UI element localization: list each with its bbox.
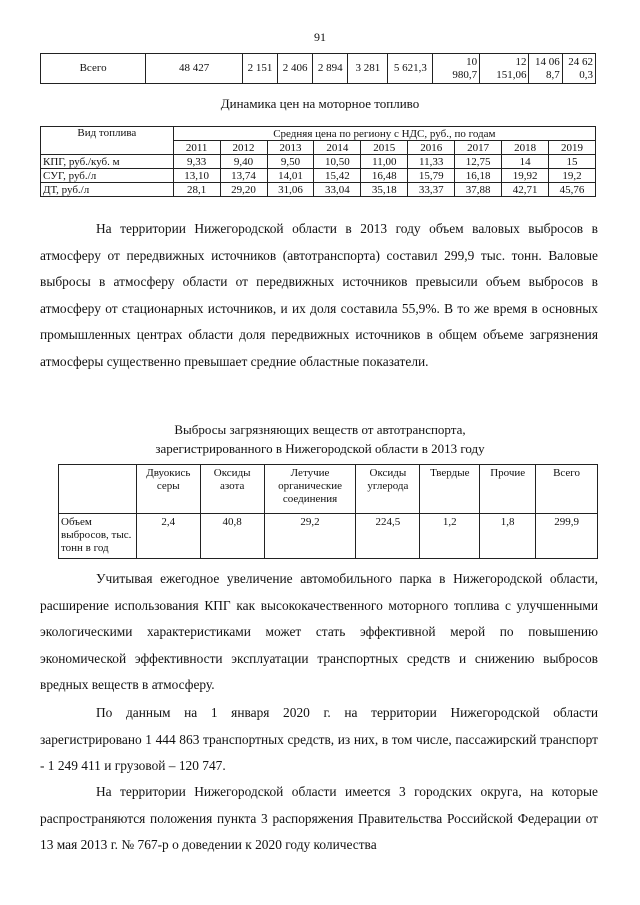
emission-cell: 1,2 [420,514,480,559]
fuel-row-label: КПГ, руб./куб. м [41,155,174,169]
emission-header: Летучие органические соединения [264,465,356,514]
total-table [40,53,596,84]
fuel-group-header: Средняя цена по региону с НДС, руб., по годам [173,127,595,141]
price-cell: 37,88 [455,183,502,197]
year-header: 2014 [314,141,361,155]
emission-table [58,464,598,559]
table-row [59,465,598,514]
emission-header: Твердые [420,465,480,514]
emission-header: Оксиды азота [200,465,264,514]
emission-row-label: Объем выбросов, тыс. тонн в год [59,514,137,559]
fuel-row-label: ДТ, руб./л [41,183,174,197]
fuel-price-table [40,126,596,197]
total-cell: 2 406 [278,54,313,84]
year-header: 2017 [455,141,502,155]
price-cell: 15 [549,155,596,169]
total-cell: 3 281 [348,54,388,84]
price-cell: 19,92 [502,169,549,183]
price-cell: 11,33 [408,155,455,169]
body-paragraph: Учитывая ежегодное увеличение автомобильного парка в Нижегородской области, расширение использования КПГ как высококачественного моторного топлива с улучшенными экологическими характеристиками может стать эффективной мерой по повышению экономической эффективности эксплуатации транспортных средств и снижению выбросов вредных веществ в атмосферу. [40,571,598,692]
body-paragraph: На территории Нижегородской области имеется 3 городских округа, на которые распространяются положения пункта 3 распоряжения Правительства Российской Федерации от 13 мая 2013 г. № 767-р о доведении к 2020 году количества [40,784,598,852]
price-cell: 16,18 [455,169,502,183]
price-cell: 11,00 [361,155,408,169]
price-cell: 9,33 [173,155,220,169]
page-number: 91 [314,30,326,44]
total-cell: 10 980,7 [433,54,480,84]
empty-header-cell [59,465,137,514]
caption-line: зарегистрированного в Нижегородской области в 2013 году [155,441,485,456]
total-cell: 48 427 [146,54,243,84]
price-cell: 31,06 [267,183,314,197]
price-cell: 13,10 [173,169,220,183]
table-row [41,155,596,169]
total-cell: 2 151 [243,54,278,84]
year-header: 2015 [361,141,408,155]
table-row [41,127,596,141]
year-header: 2018 [502,141,549,155]
year-header: 2019 [549,141,596,155]
year-header: 2012 [220,141,267,155]
emission-cell: 1,8 [480,514,536,559]
price-cell: 15,79 [408,169,455,183]
price-cell: 14 [502,155,549,169]
year-header: 2011 [173,141,220,155]
price-cell: 35,18 [361,183,408,197]
emission-cell: 29,2 [264,514,356,559]
table-row [41,54,596,84]
price-cell: 10,50 [314,155,361,169]
fuel-col-header: Вид топлива [41,127,174,155]
year-header: 2013 [267,141,314,155]
price-cell: 28,1 [173,183,220,197]
emission-header: Прочие [480,465,536,514]
total-cell: 12 151,06 [480,54,529,84]
price-cell: 15,42 [314,169,361,183]
price-cell: 12,75 [455,155,502,169]
emission-cell: 299,9 [536,514,598,559]
caption-line: Выбросы загрязняющих веществ от автотранспорта, [174,422,466,437]
total-cell: 24 62 0,3 [562,54,595,84]
total-cell: 2 894 [313,54,348,84]
table-row [41,183,596,197]
price-cell: 33,37 [408,183,455,197]
fuel-table-caption: Динамика цен на моторное топливо [220,96,420,111]
fuel-row-label: СУГ, руб./л [41,169,174,183]
price-cell: 13,74 [220,169,267,183]
total-cell: 14 06 8,7 [529,54,562,84]
price-cell: 16,48 [361,169,408,183]
price-cell: 42,71 [502,183,549,197]
table-row [59,514,598,559]
total-cell: 5 621,3 [388,54,433,84]
total-row-label: Всего [41,54,146,84]
price-cell: 9,40 [220,155,267,169]
emission-header: Оксиды углерода [356,465,420,514]
price-cell: 33,04 [314,183,361,197]
body-paragraph: По данным на 1 января 2020 г. на территории Нижегородской области зарегистрировано 1 444 863 транспортных средств, из них, в том числе, пассажирский транспорт - 1 249 411 и грузовой – 120 747. [40,705,598,773]
emission-header: Двуокись серы [136,465,200,514]
price-cell: 45,76 [549,183,596,197]
emission-cell: 224,5 [356,514,420,559]
table-row [41,169,596,183]
emission-cell: 2,4 [136,514,200,559]
price-cell: 29,20 [220,183,267,197]
year-header: 2016 [408,141,455,155]
price-cell: 14,01 [267,169,314,183]
price-cell: 19,2 [549,169,596,183]
emission-table-caption [0,420,640,458]
emission-header: Всего [536,465,598,514]
emission-cell: 40,8 [200,514,264,559]
body-paragraph: На территории Нижегородской области в 2013 году объем валовых выбросов в атмосферу от передвижных источников (автотранспорта) составил 299,9 тыс. тонн. Валовые выбросы в атмосферу области от передвижных источников превысили объем выбросов в атмосферу от стационарных источников, и их доля составила 55,9%. В то же время в основных промышленных центрах области доля передвижных источников в общем объеме загрязнения атмосферы существенно превышает средние областные показатели. [40,221,598,369]
price-cell: 9,50 [267,155,314,169]
